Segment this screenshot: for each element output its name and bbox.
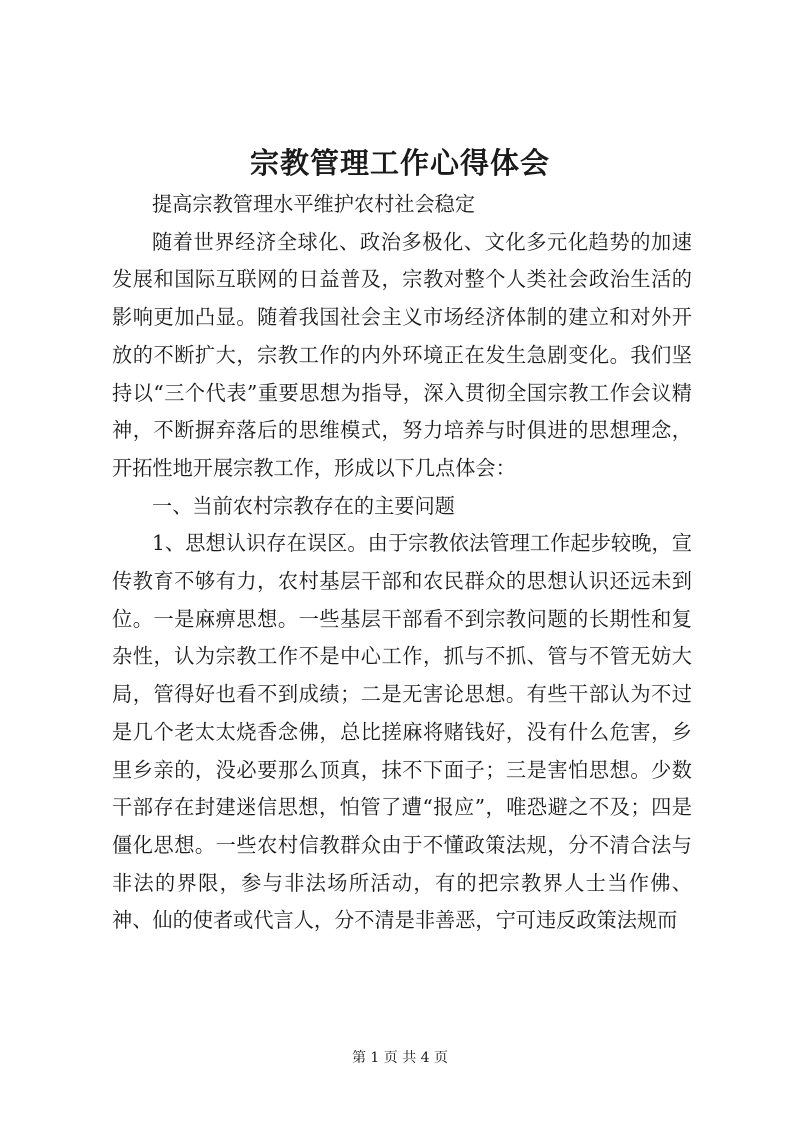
- document-title: 宗教管理工作心得体会: [249, 146, 550, 180]
- page-footer: 第 1 页 共 4 页: [351, 1050, 449, 1066]
- document-body: [112, 186, 692, 940]
- intro-paragraph: 随着世界经济全球化、政治多极化、文化多元化趋势的加速发展和国际互联网的日益普及，宗教对整个人类社会政治生活的影响更加凸显。随着我国社会主义市场经济体制的建立和对外开放的不断扩大，宗教工作的内外环境正在发生急剧变化。我们坚持以“三个代表”重要思想为指导，深入贯彻全国宗教工作会议精神，不断摒弃落后的思维模式，努力培养与时俱进的思想理念，开拓性地开展宗教工作，形成以下几点体会：: [112, 229, 692, 480]
- subtitle-paragraph: 提高宗教管理水平维护农村社会稳定: [152, 192, 476, 216]
- body-paragraph: 1、思想认识存在误区。由于宗教依法管理工作起步较晚，宣传教育不够有力，农村基层干部和农民群众的思想认识还远未到位。一是麻痹思想。一些基层干部看不到宗教问题的长期性和复杂性，认为宗教工作不是中心工作，抓与不抓、管与不管无妨大局，管得好也看不到成绩；二是无害论思想。有些干部认为不过是几个老太太烧香念佛，总比搓麻将赌钱好，没有什么危害，乡里乡亲的，没必要那么顶真，抹不下面子；三是害怕思想。少数干部存在封建迷信思想，怕管了遭“报应”，唯恐避之不及；四是僵化思想。一些农村信教群众由于不懂政策法规，分不清合法与非法的界限，参与非法场所活动，有的把宗教界人士当作佛、神、仙的使者或代言人，分不清是非善恶，宁可违反政策法规而: [112, 531, 692, 933]
- section-heading: 一、当前农村宗教存在的主要问题: [152, 493, 455, 518]
